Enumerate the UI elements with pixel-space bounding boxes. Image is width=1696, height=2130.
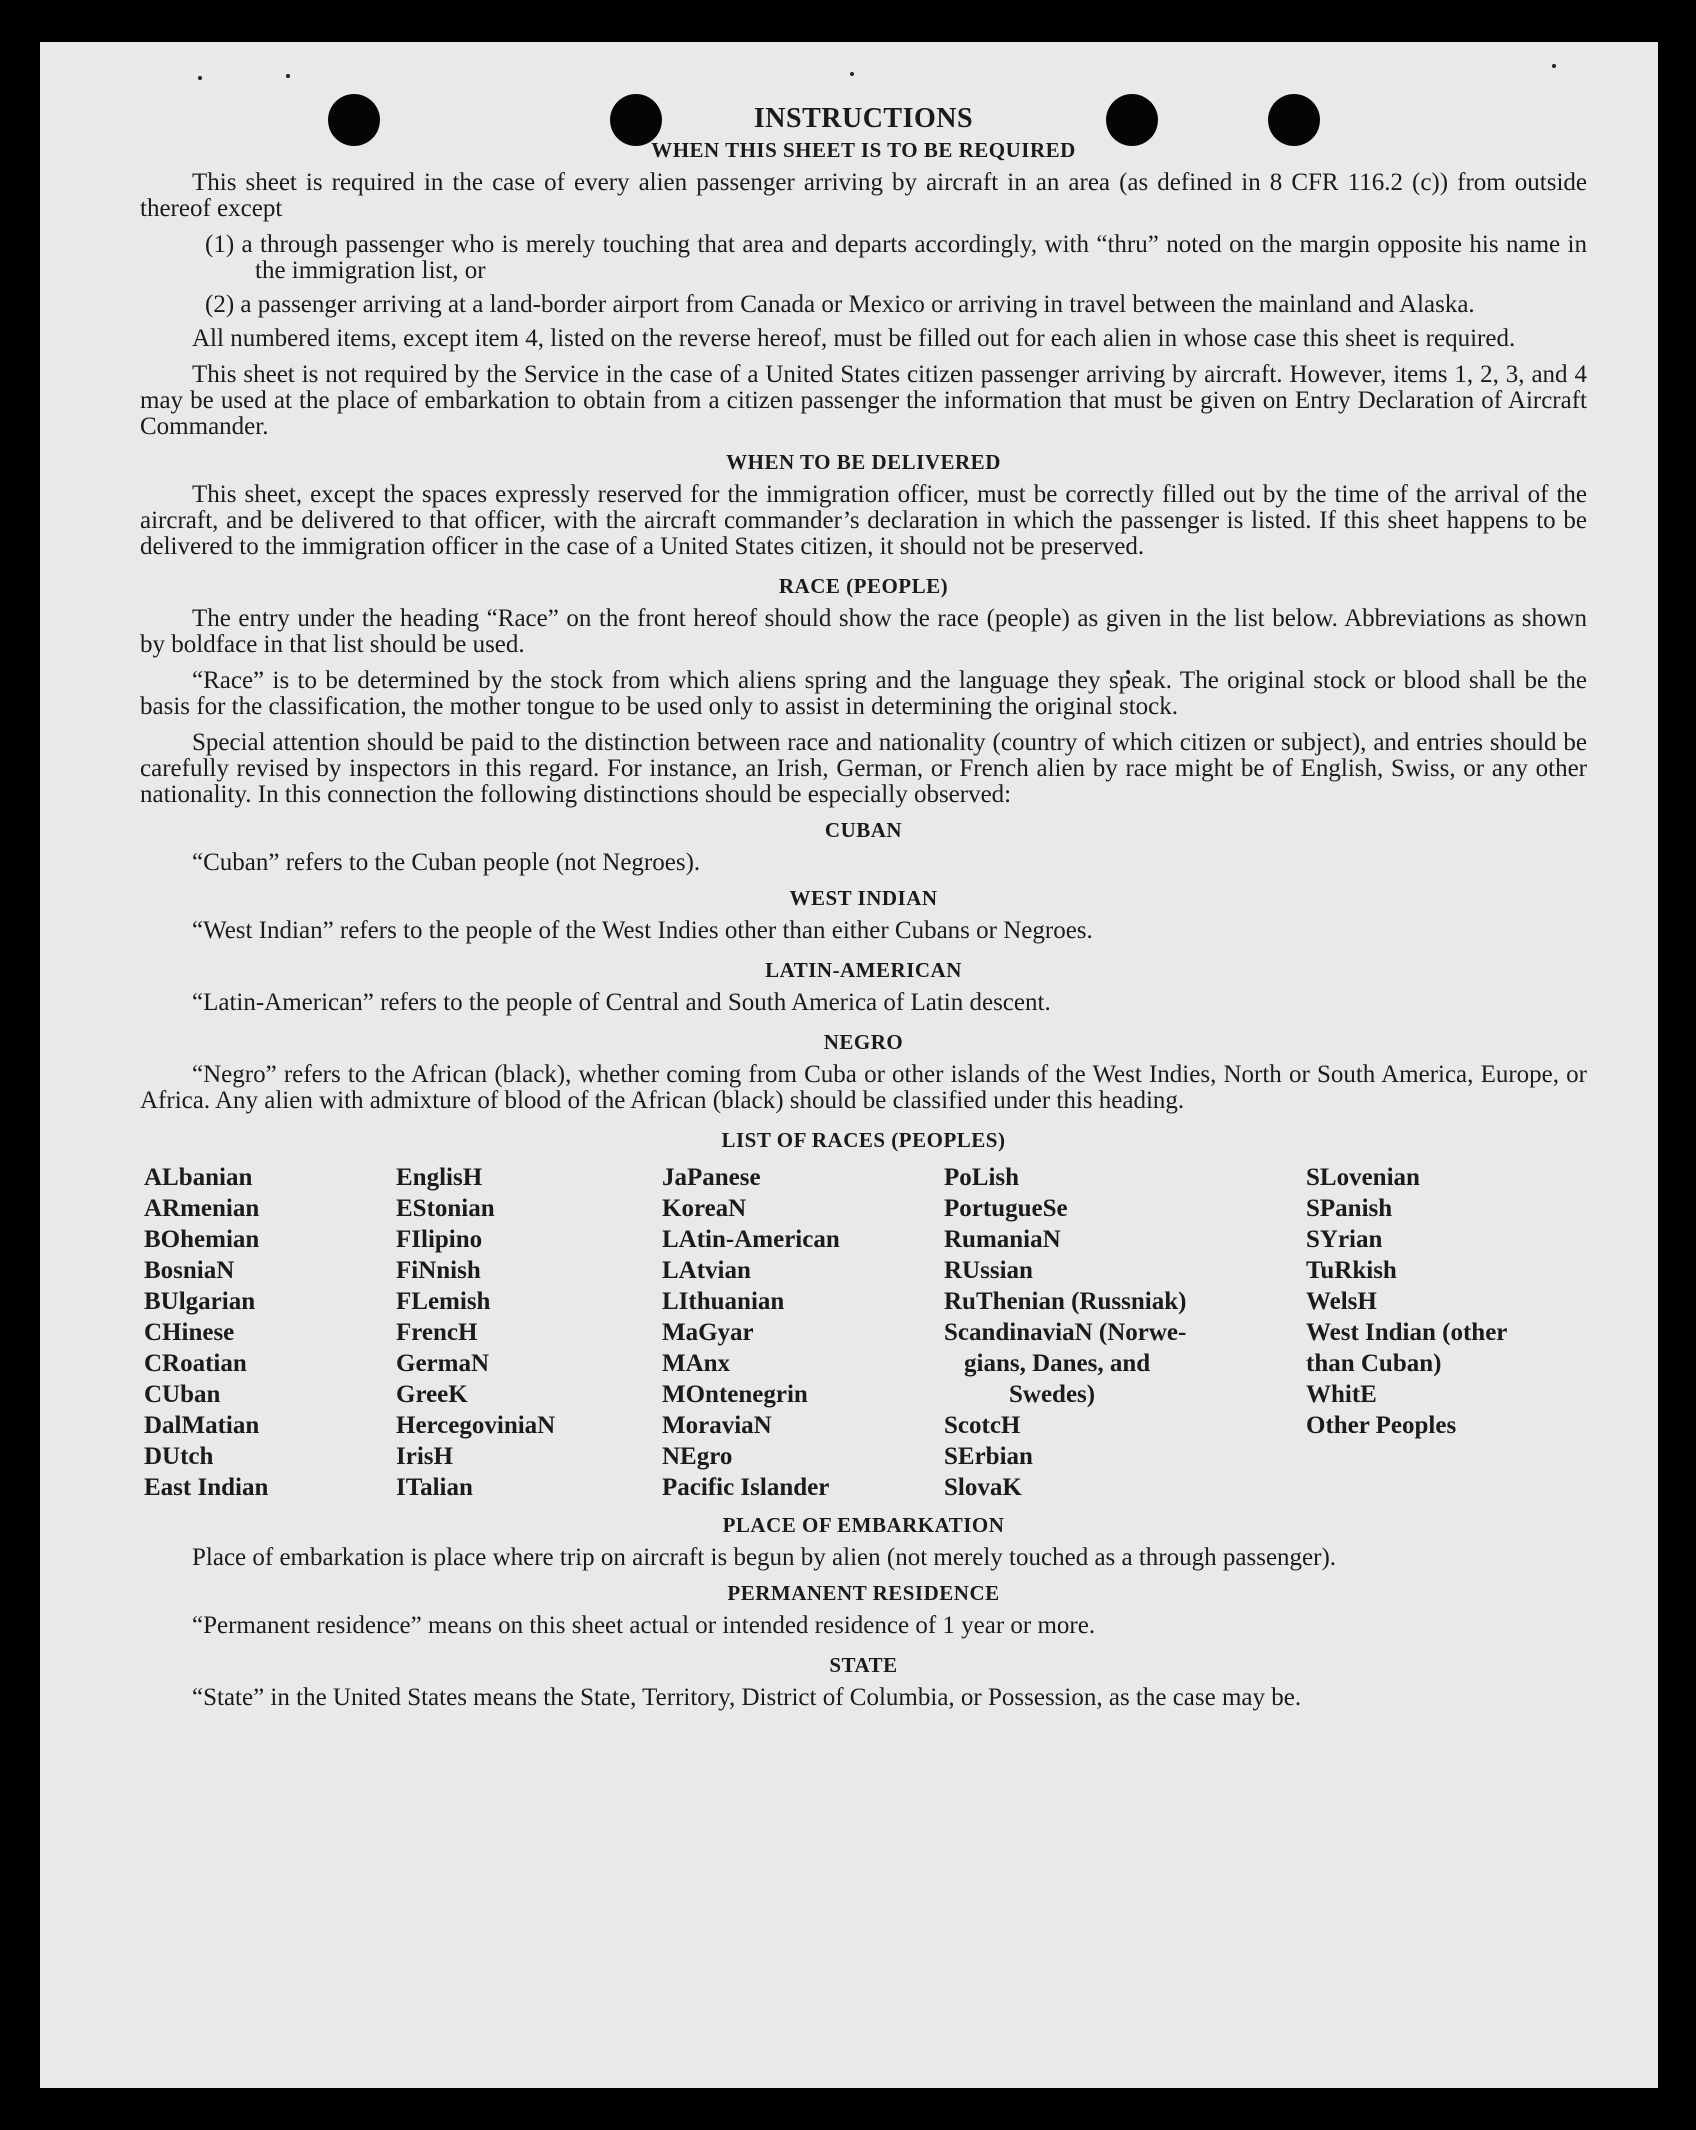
instructions-body bbox=[140, 104, 1587, 1721]
section-heading-negro: NEGRO bbox=[823, 1030, 904, 1054]
scan-speck bbox=[198, 76, 202, 80]
list-item: West Indian (other bbox=[1306, 1319, 1508, 1346]
list-item: MAnx bbox=[662, 1350, 731, 1377]
list-item: MOntenegrin bbox=[662, 1381, 808, 1408]
section-heading-latin-american: LATIN-AMERICAN bbox=[765, 958, 962, 982]
list-item: SPanish bbox=[1306, 1195, 1393, 1222]
scan-speck bbox=[850, 72, 854, 76]
list-item: TuRkish bbox=[1306, 1257, 1397, 1284]
list-item: DalMatian bbox=[144, 1412, 260, 1439]
paragraph: All numbered items, except item 4, listed on the reverse hereof, must be filled out for each alien in whose case this sheet is required. bbox=[192, 325, 1516, 352]
list-item: EnglisH bbox=[396, 1164, 483, 1191]
paragraph: “Latin-American” refers to the people of Central and South America of Latin descent. bbox=[192, 989, 1051, 1016]
races-column-4 bbox=[944, 1162, 1306, 1503]
list-item: gians, Danes, and bbox=[964, 1350, 1151, 1377]
list-item: Other Peoples bbox=[1306, 1412, 1457, 1439]
list-item: NEgro bbox=[662, 1443, 733, 1470]
list-item: ScotcH bbox=[944, 1412, 1021, 1439]
races-column-2 bbox=[396, 1162, 662, 1503]
paragraph: “Cuban” refers to the Cuban people (not Negroes). bbox=[192, 849, 701, 876]
list-item: LAtin-American bbox=[662, 1226, 840, 1253]
races-column-3 bbox=[662, 1162, 944, 1503]
paragraph: This sheet, except the spaces expressly reserved for the immigration officer, must be correctly filled out by the time of the arrival of the aircraft, and be delivered to that officer, with the aircraft commander’s declaration in which the passenger is listed. If this sheet happens to be delivered to the immigration officer in the case of a United States citizen, it should not be preserved. bbox=[140, 481, 1587, 560]
list-item: SLovenian bbox=[1306, 1164, 1420, 1191]
paragraph: The entry under the heading “Race” on the front hereof should show the race (people) as given in the list below. Abbreviations as shown by boldface in that list should be used. bbox=[140, 605, 1587, 658]
paragraph: “Permanent residence” means on this sheet actual or intended residence of 1 year or more. bbox=[192, 1612, 1096, 1639]
page-title: INSTRUCTIONS bbox=[753, 103, 974, 134]
section-heading-cuban: CUBAN bbox=[824, 818, 903, 842]
list-item: RumaniaN bbox=[944, 1226, 1061, 1253]
list-item: Swedes) bbox=[1009, 1381, 1096, 1408]
list-item: LAtvian bbox=[662, 1257, 751, 1284]
list-item: FiNnish bbox=[396, 1257, 481, 1284]
section-heading-west-indian: WEST INDIAN bbox=[789, 886, 938, 910]
document-page bbox=[40, 42, 1658, 2088]
list-item: East Indian bbox=[144, 1474, 269, 1501]
section-heading-required: WHEN THIS SHEET IS TO BE REQUIRED bbox=[651, 138, 1076, 162]
paragraph: “Race” is to be determined by the stock from which aliens spring and the language they speak. The original stock or blood shall be the basis for the classification, the mother tongue to be used only to assist in determining the original stock. bbox=[140, 667, 1587, 720]
list-item: IrisH bbox=[396, 1443, 453, 1470]
list-item: DUtch bbox=[144, 1443, 214, 1470]
list-item: CUban bbox=[144, 1381, 221, 1408]
list-item: PoLish bbox=[944, 1164, 1020, 1191]
races-column-5 bbox=[1306, 1162, 1586, 1503]
list-item: ITalian bbox=[396, 1474, 473, 1501]
races-list bbox=[144, 1162, 1587, 1503]
list-item: Pacific Islander bbox=[662, 1474, 830, 1501]
paragraph: “State” in the United States means the State, Territory, District of Columbia, or Possession, as the case may be. bbox=[192, 1684, 1302, 1711]
list-item: SYrian bbox=[1306, 1226, 1383, 1253]
scan-speck bbox=[286, 74, 290, 78]
list-item: RUssian bbox=[944, 1257, 1033, 1284]
list-item: LIthuanian bbox=[662, 1288, 785, 1315]
list-item: (1) a through passenger who is merely touching that area and departs accordingly, with “thru” noted on the margin opposite his name in the immigration list, or bbox=[205, 231, 1587, 284]
list-item: CHinese bbox=[144, 1319, 235, 1346]
list-item: KoreaN bbox=[662, 1195, 747, 1222]
paragraph: This sheet is required in the case of every alien passenger arriving by aircraft in an area (as defined in 8 CFR 116.2 (c)) from outside thereof except bbox=[140, 169, 1587, 222]
list-item: SErbian bbox=[944, 1443, 1033, 1470]
section-heading-race: RACE (PEOPLE) bbox=[778, 574, 949, 598]
list-item: MaGyar bbox=[662, 1319, 754, 1346]
list-item: than Cuban) bbox=[1306, 1350, 1442, 1377]
list-item: BUlgarian bbox=[144, 1288, 256, 1315]
scan-speck bbox=[1552, 64, 1556, 68]
list-item: ALbanian bbox=[144, 1164, 253, 1191]
section-heading-permanent-residence: PERMANENT RESIDENCE bbox=[727, 1581, 1000, 1605]
paragraph: “West Indian” refers to the people of the West Indies other than either Cubans or Negroes. bbox=[192, 917, 1093, 944]
section-heading-state: STATE bbox=[829, 1653, 898, 1677]
list-item: (2) a passenger arriving at a land-border airport from Canada or Mexico or arriving in travel between the mainland and Alaska. bbox=[205, 291, 1475, 318]
list-item: WelsH bbox=[1306, 1288, 1377, 1315]
paragraph: This sheet is not required by the Service in the case of a United States citizen passenger arriving by aircraft. However, items 1, 2, 3, and 4 may be used at the place of embarkation to obtain from a citizen passenger the information that must be given on Entry Declaration of Aircraft Commander. bbox=[140, 361, 1587, 440]
list-item: HercegoviniaN bbox=[396, 1412, 556, 1439]
list-item: BosniaN bbox=[144, 1257, 235, 1284]
list-item: FLemish bbox=[396, 1288, 491, 1315]
list-item: PortugueSe bbox=[944, 1195, 1068, 1222]
list-item: BOhemian bbox=[144, 1226, 260, 1253]
races-column-1 bbox=[144, 1162, 396, 1503]
list-item: ARmenian bbox=[144, 1195, 260, 1222]
list-item: EStonian bbox=[396, 1195, 495, 1222]
list-item: WhitE bbox=[1306, 1381, 1377, 1408]
list-item: FrencH bbox=[396, 1319, 478, 1346]
list-item: GreeK bbox=[396, 1381, 468, 1408]
section-heading-embarkation: PLACE OF EMBARKATION bbox=[722, 1513, 1005, 1537]
list-item: FIlipino bbox=[396, 1226, 483, 1253]
list-item: GermaN bbox=[396, 1350, 490, 1377]
paragraph: Place of embarkation is place where trip on aircraft is begun by alien (not merely touched as a through passenger). bbox=[192, 1544, 1337, 1571]
list-item: SlovaK bbox=[944, 1474, 1022, 1501]
list-item: ScandinaviaN (Norwe- bbox=[944, 1319, 1187, 1346]
list-item: JaPanese bbox=[662, 1164, 761, 1191]
section-heading-delivered: WHEN TO BE DELIVERED bbox=[726, 450, 1001, 474]
list-item: CRoatian bbox=[144, 1350, 247, 1377]
paragraph: “Negro” refers to the African (black), whether coming from Cuba or other islands of the West Indies, North or South America, Europe, or Africa. Any alien with admixture of blood of the African (black) should be classified under this heading. bbox=[140, 1061, 1587, 1114]
list-item: MoraviaN bbox=[662, 1412, 772, 1439]
section-heading-list-of-races: LIST OF RACES (PEOPLES) bbox=[721, 1128, 1006, 1152]
paragraph: Special attention should be paid to the distinction between race and nationality (country of which citizen or subject), and entries should be carefully revised by inspectors in this regard. For instance, an Irish, German, or French alien by race might be of English, Swiss, or any other nationality. In this connection the following distinctions should be especially observed: bbox=[140, 729, 1587, 808]
list-item: RuThenian (Russniak) bbox=[944, 1288, 1187, 1315]
